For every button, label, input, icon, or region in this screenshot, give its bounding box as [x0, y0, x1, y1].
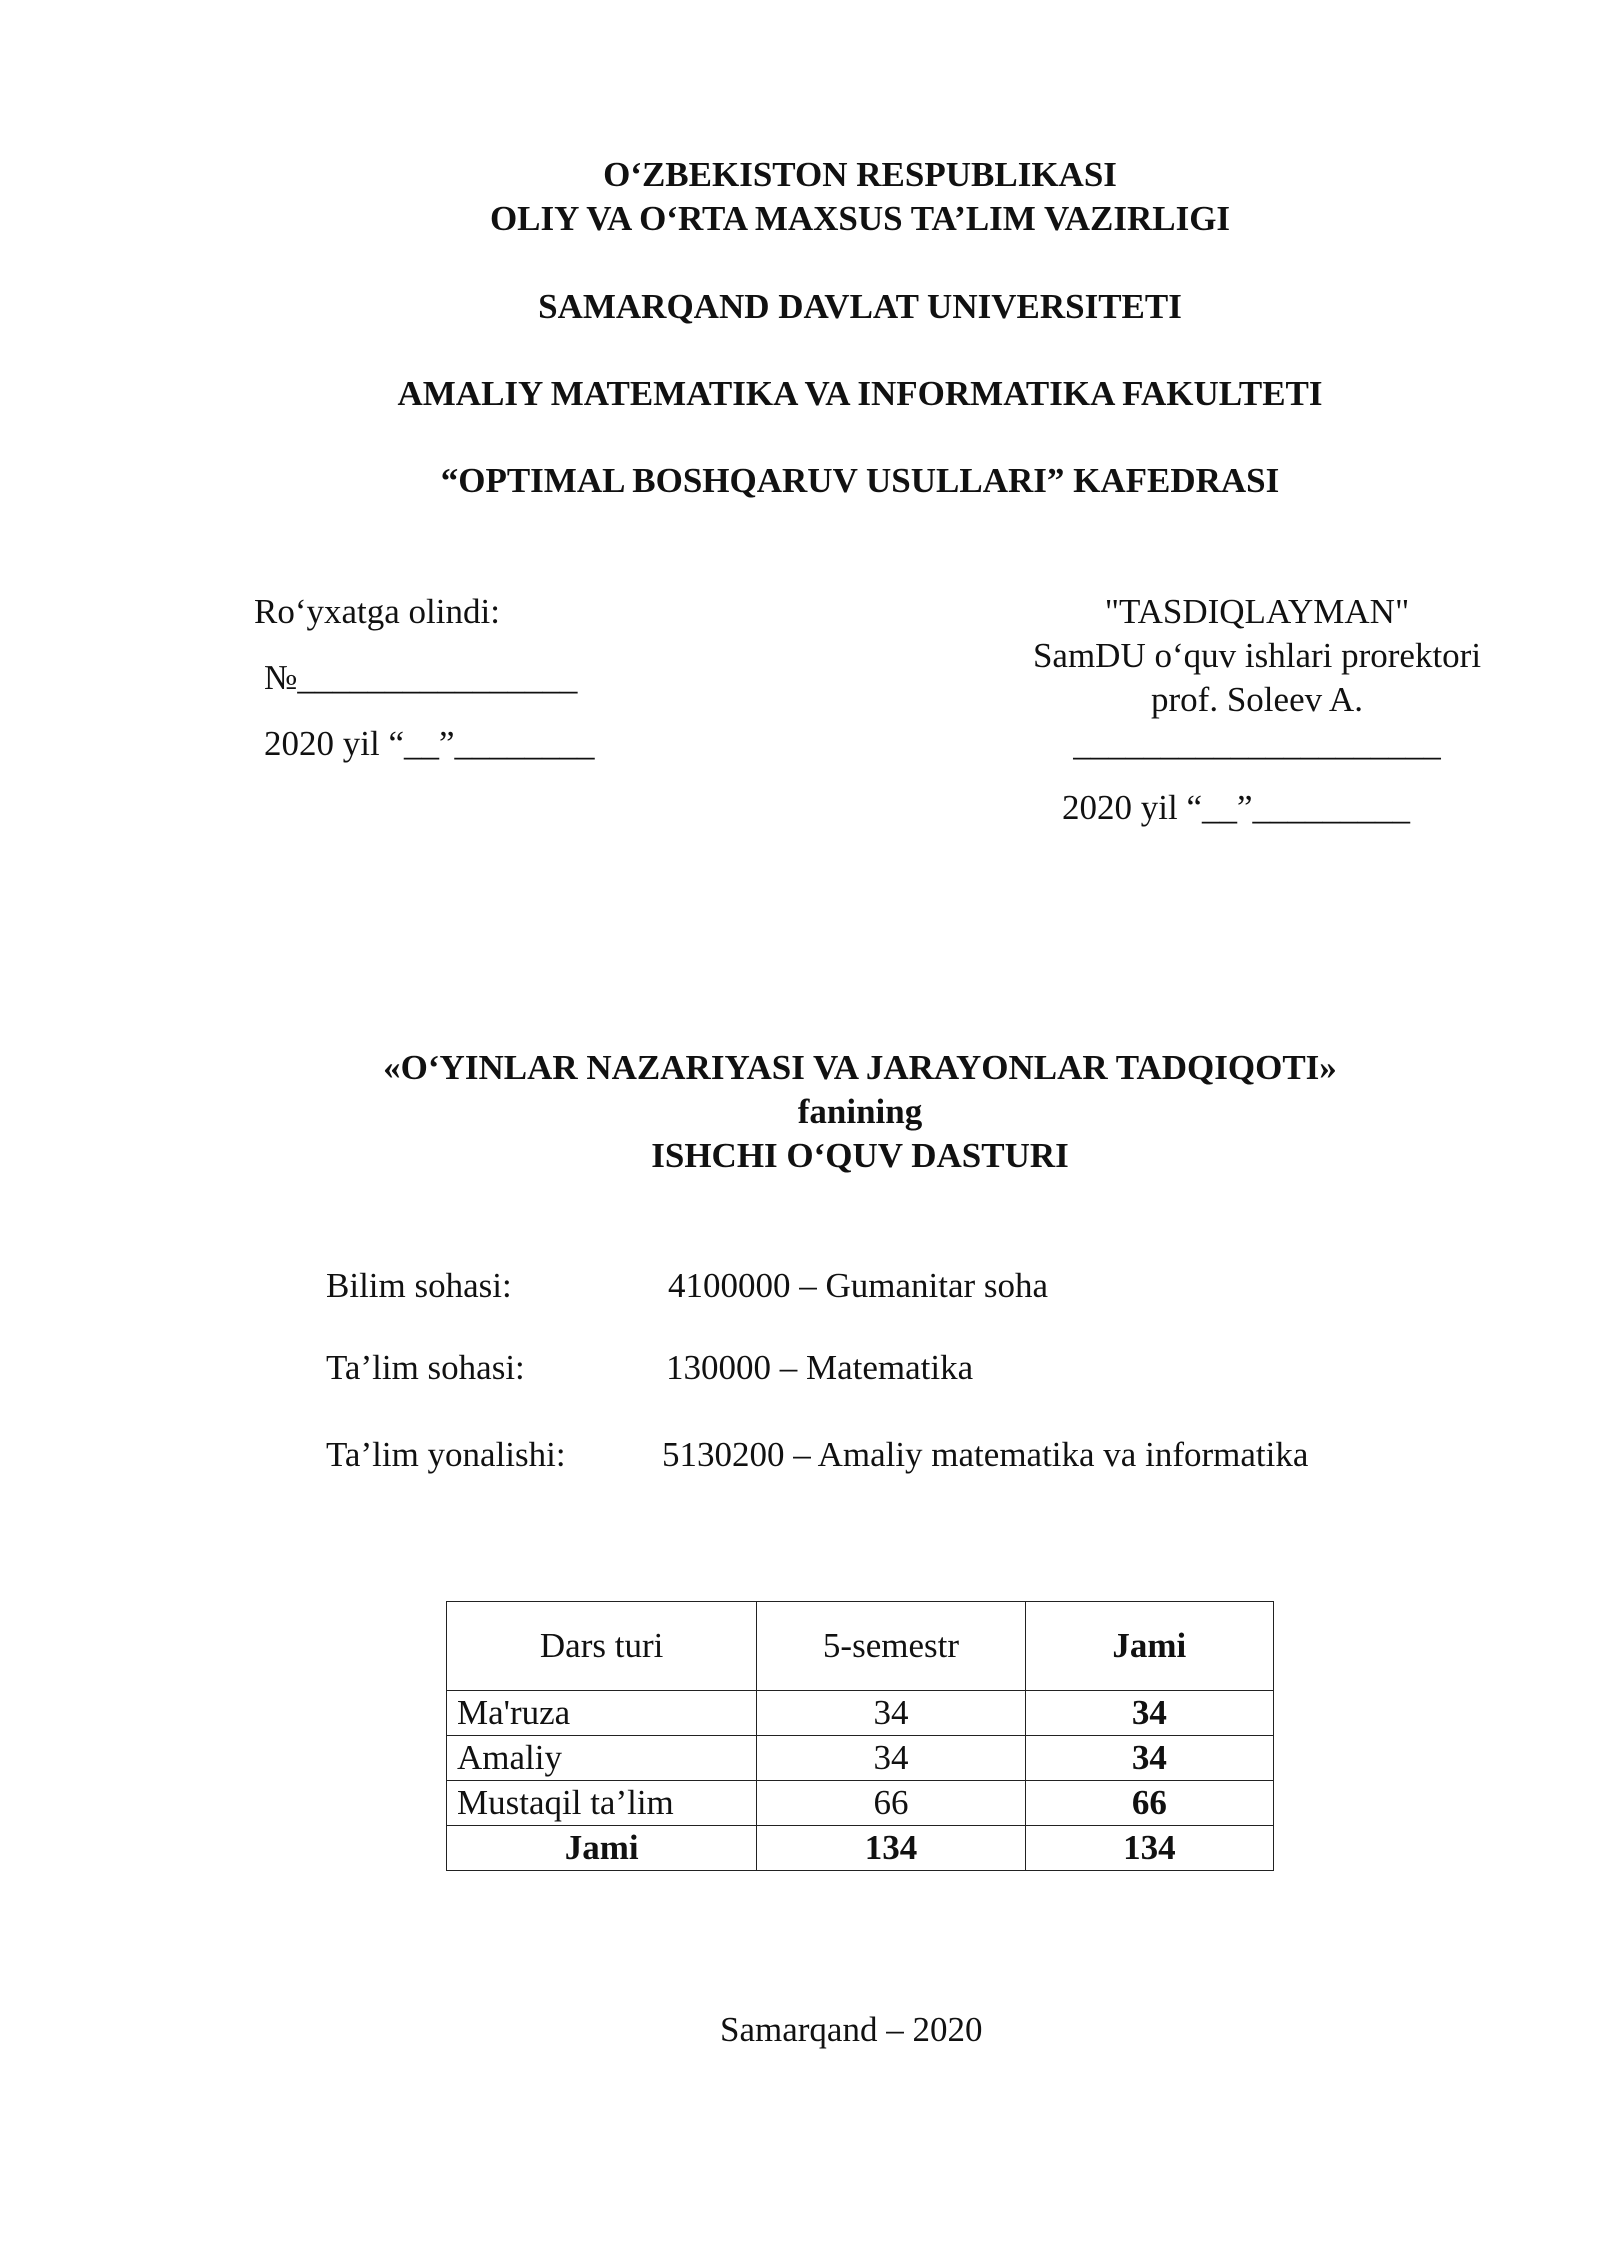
total-label-cell: Jami	[447, 1826, 757, 1871]
table-row	[447, 1736, 1274, 1781]
footer-place-year: Samarqand – 2020	[720, 2010, 983, 2049]
lesson-type-cell: Ma'ruza	[447, 1691, 757, 1736]
column-header: Dars turi	[447, 1602, 757, 1691]
field-value: 5130200 – Amaliy matematika va informatika	[662, 1435, 1309, 1474]
approval-name: prof. Soleev A.	[1151, 680, 1363, 719]
field-label: Ta’lim yonalishi:	[326, 1435, 566, 1474]
header-department: “OPTIMAL BOSHQARUV USULLARI” KAFEDRASI	[440, 461, 1280, 500]
field-label: Bilim sohasi:	[326, 1266, 512, 1305]
subject-title: «O‘YINLAR NAZARIYASI VA JARAYONLAR TADQIQOTI»	[383, 1048, 1337, 1087]
approval-signature-line: _____________________	[1073, 724, 1441, 763]
table-total-row	[447, 1826, 1274, 1871]
registration-label: Ro‘yxatga olindi:	[254, 592, 500, 631]
grand-total-cell: 134	[1025, 1826, 1273, 1871]
header-faculty: AMALIY MATEMATIKA VA INFORMATIKA FAKULTETI	[397, 374, 1323, 413]
field-label: Ta’lim sohasi:	[326, 1348, 525, 1387]
semester-hours-cell: 34	[757, 1736, 1025, 1781]
header-country: O‘ZBEKISTON RESPUBLIKASI	[603, 155, 1117, 194]
lesson-type-cell: Mustaqil ta’lim	[447, 1781, 757, 1826]
table-row	[447, 1781, 1274, 1826]
subject-subtitle: fanining	[797, 1092, 923, 1131]
field-value: 130000 – Matematika	[666, 1348, 974, 1387]
total-hours-cell: 66	[1025, 1781, 1273, 1826]
field-value: 4100000 – Gumanitar soha	[668, 1266, 1049, 1305]
total-hours-cell: 34	[1025, 1691, 1273, 1736]
lesson-type-cell: Amaliy	[447, 1736, 757, 1781]
semester-hours-cell: 66	[757, 1781, 1025, 1826]
registration-date-line: 2020 yil “__”________	[264, 724, 595, 763]
total-hours-cell: 34	[1025, 1736, 1273, 1781]
approval-role: SamDU o‘quv ishlari prorektori	[1032, 636, 1482, 675]
header-university: SAMARQAND DAVLAT UNIVERSITETI	[538, 287, 1182, 326]
table-row	[447, 1691, 1274, 1736]
semester-total-cell: 134	[757, 1826, 1025, 1871]
column-header: 5-semestr	[757, 1602, 1025, 1691]
column-header: Jami	[1025, 1602, 1273, 1691]
document-type: ISHCHI O‘QUV DASTURI	[651, 1136, 1069, 1175]
table-header-row	[447, 1602, 1274, 1691]
approval-date-line: 2020 yil “__”_________	[1062, 788, 1411, 827]
semester-hours-cell: 34	[757, 1691, 1025, 1736]
header-ministry: OLIY VA O‘RTA MAXSUS TA’LIM VAZIRLIGI	[489, 199, 1231, 238]
registration-number-line: №________________	[264, 658, 578, 697]
approval-title: "TASDIQLAYMAN"	[1104, 592, 1410, 631]
hours-table	[446, 1601, 1274, 1871]
